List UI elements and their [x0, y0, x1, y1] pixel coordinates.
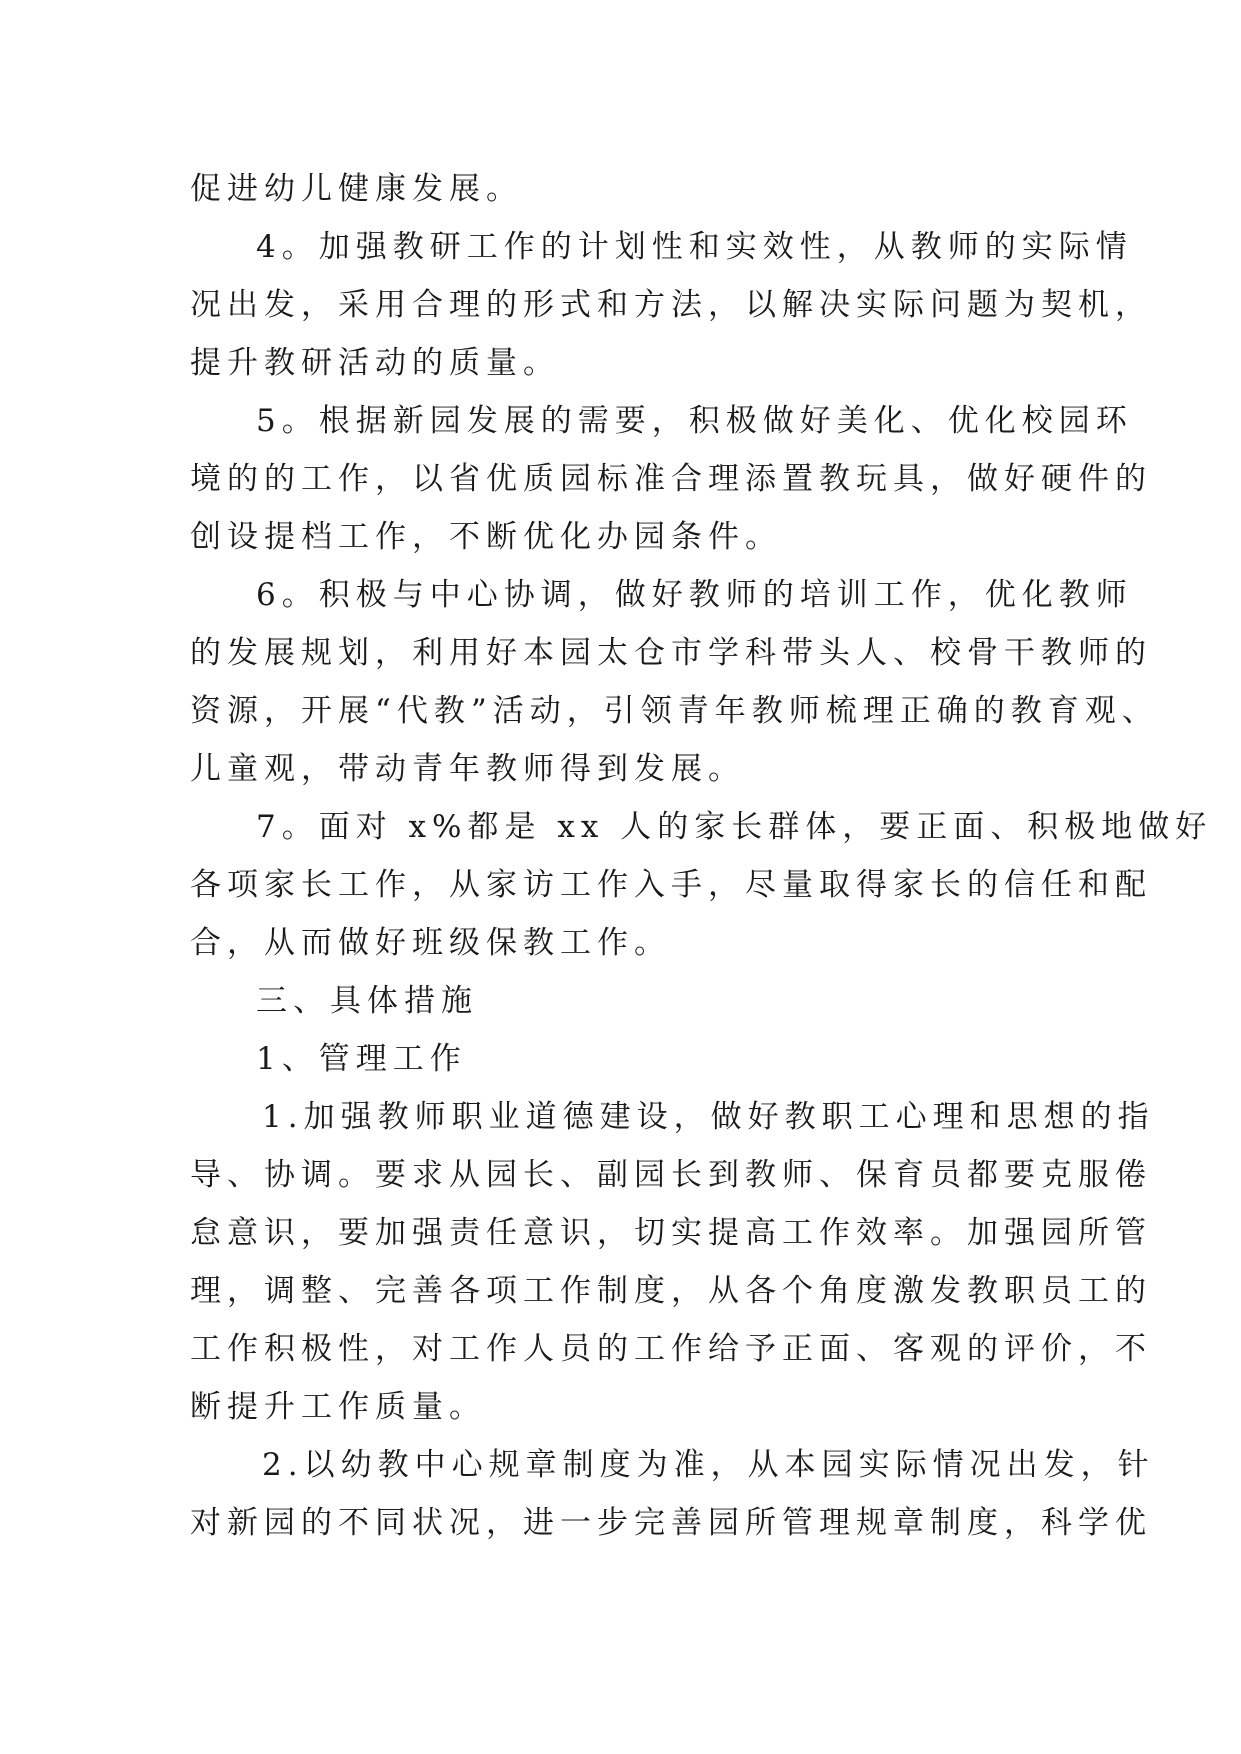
- text-line: 4。加强教研工作的计划性和实效性，从教师的实际情: [256, 229, 1133, 265]
- text-line: 境的的工作，以省优质园标准合理添置教玩具，做好硬件的: [190, 461, 1152, 497]
- document-body: [190, 160, 1213, 1552]
- text-line: 况出发，采用合理的形式和方法，以解决实际问题为契机，: [190, 287, 1152, 323]
- text-line: 7。面对 x%都是 xx 人的家长群体，要正面、积极地做好: [256, 809, 1213, 845]
- text-line: 提升教研活动的质量。: [190, 345, 560, 381]
- text-line: 导、协调。要求从园长、副园长到教师、保育员都要克服倦: [190, 1157, 1152, 1193]
- text-line: 儿童观，带动青年教师得到发展。: [190, 751, 745, 787]
- text-line: 各项家长工作，从家访工作入手，尽量取得家长的信任和配: [190, 867, 1152, 903]
- text-line: 2.以幼教中心规章制度为准，从本园实际情况出发，针: [262, 1447, 1155, 1483]
- text-line: 怠意识，要加强责任意识，切实提高工作效率。加强园所管: [190, 1215, 1152, 1251]
- text-line: 工作积极性，对工作人员的工作给予正面、客观的评价，不: [190, 1331, 1152, 1367]
- text-line: 创设提档工作，不断优化办园条件。: [190, 519, 782, 555]
- text-line: 理，调整、完善各项工作制度，从各个角度激发教职员工的: [190, 1273, 1152, 1309]
- text-line: 促进幼儿健康发展。: [190, 171, 523, 207]
- text-line: 合，从而做好班级保教工作。: [190, 925, 671, 961]
- text-line: 1.加强教师职业道德建设，做好教职工心理和思想的指: [262, 1099, 1155, 1135]
- text-line: 对新园的不同状况，进一步完善园所管理规章制度，科学优: [190, 1505, 1152, 1541]
- text-line: 6。积极与中心协调，做好教师的培训工作，优化教师: [256, 577, 1133, 613]
- text-line: 资源，开展“代教”活动，引领青年教师梳理正确的教育观、: [190, 693, 1159, 729]
- section-heading: 三、具体措施: [256, 983, 478, 1019]
- text-line: 5。根据新园发展的需要，积极做好美化、优化校园环: [256, 403, 1133, 439]
- text-line: 的发展规划，利用好本园太仓市学科带头人、校骨干教师的: [190, 635, 1152, 671]
- subsection-heading: 1、管理工作: [256, 1041, 467, 1077]
- text-line: 断提升工作质量。: [190, 1389, 486, 1425]
